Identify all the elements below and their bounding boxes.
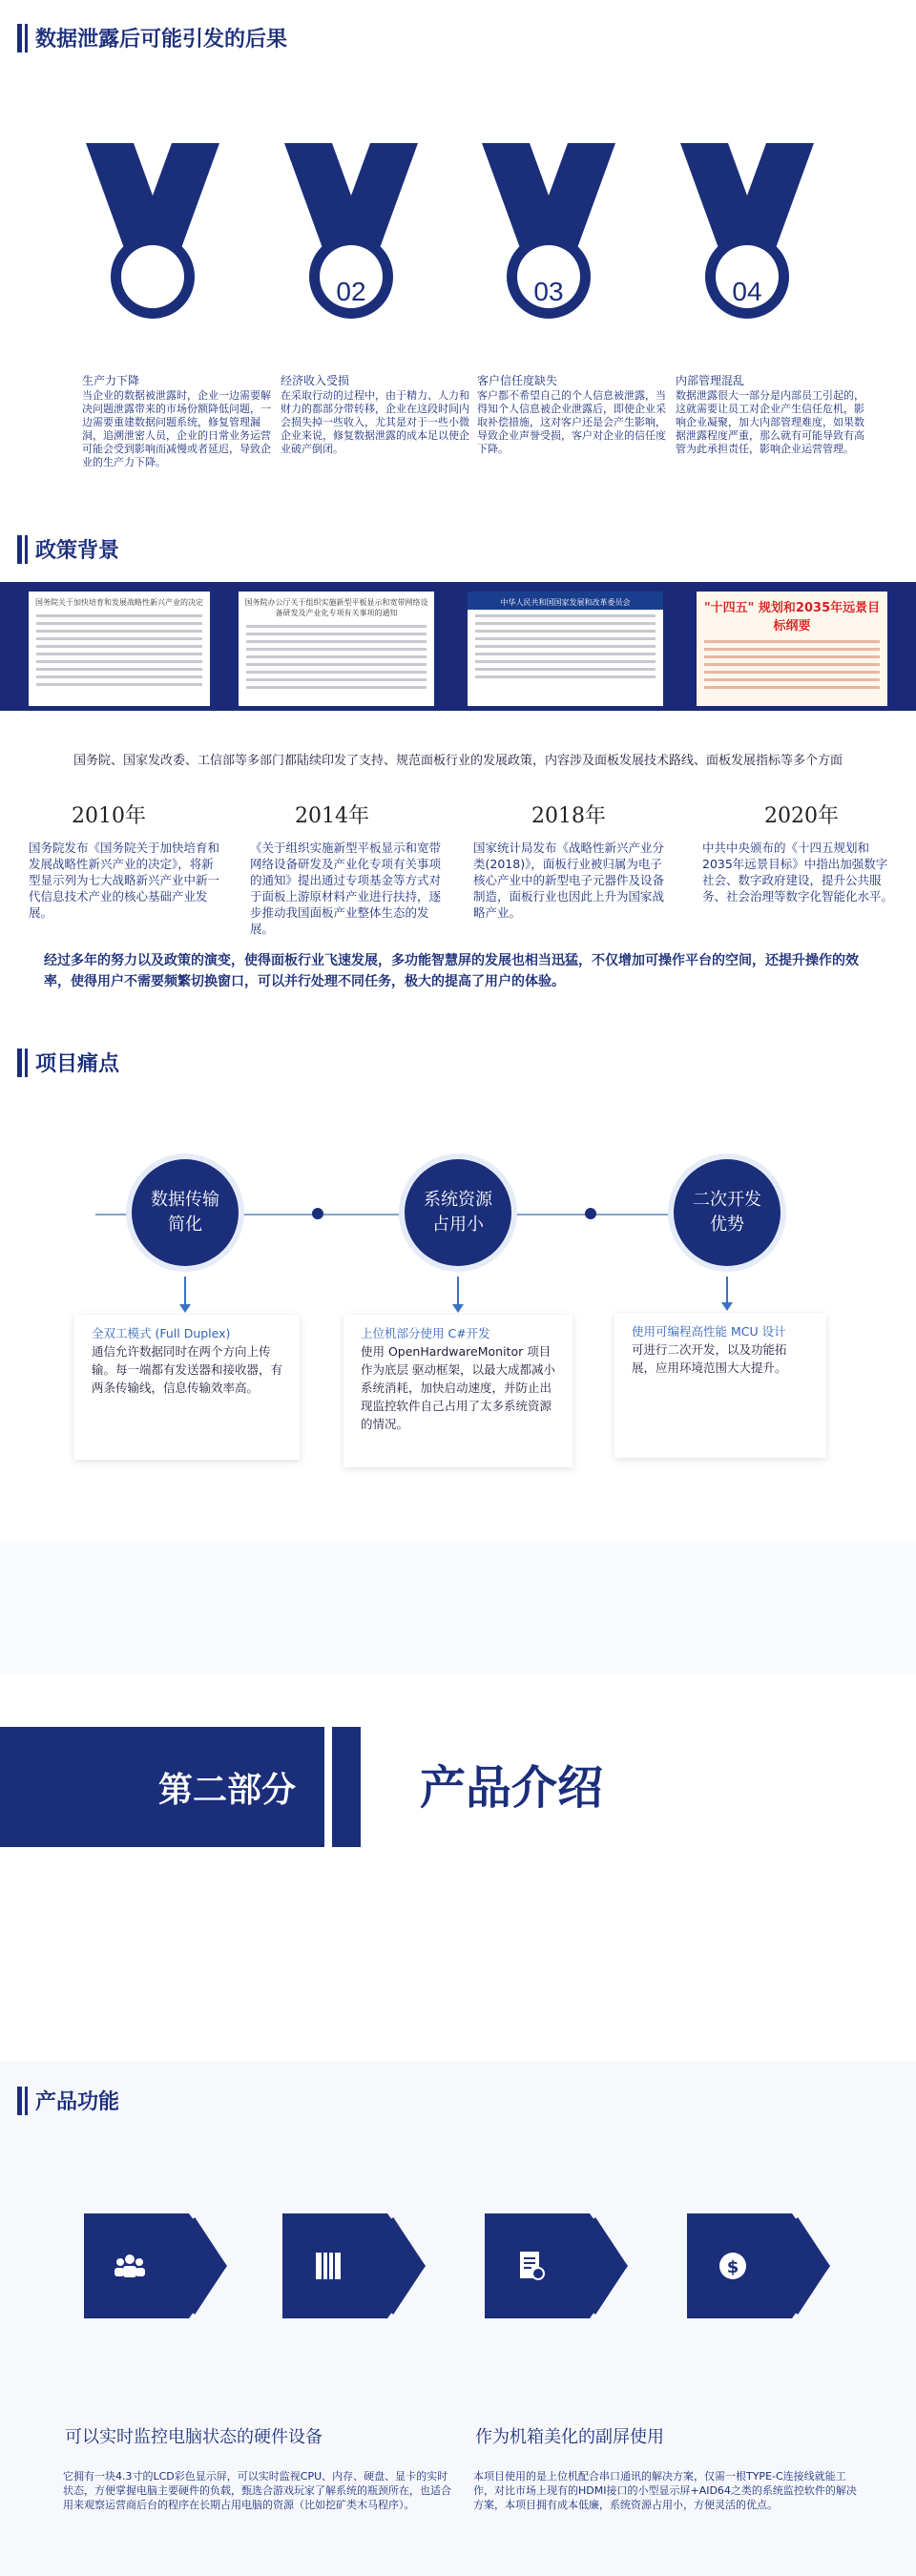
consequence-2	[281, 374, 471, 456]
chevron-shape	[687, 2213, 830, 2318]
consequence-3	[477, 374, 668, 456]
chevron-users	[84, 2213, 227, 2318]
policy-document-1	[29, 592, 210, 706]
policy-document-4	[697, 592, 887, 706]
consequence-1	[82, 374, 273, 469]
medal-number: 03	[533, 277, 564, 306]
pain-point-box-2	[344, 1315, 572, 1467]
money-icon	[716, 2249, 750, 2283]
pain-point-box-1	[74, 1315, 300, 1460]
year-2014: 2014年	[295, 804, 369, 828]
title-bar	[17, 535, 22, 564]
box-text: 使用 OpenHardwareMonitor 项目作为底层 驱动框架，以最大成都减小系统消耗，加快启动速度，并防止出现监控软件自己占用了太多系统资源的情况。	[361, 1344, 555, 1431]
year-2018: 2018年	[531, 804, 606, 828]
section-title-text: 产品功能	[35, 2090, 120, 2114]
title-bar	[17, 24, 22, 52]
document-icon	[513, 2249, 548, 2283]
consequence-title: 客户信任度缺失	[477, 374, 558, 387]
function-text: 本项目使用的是上位机配合串口通讯的解决方案，仅需一根TYPE-C连接线就能工作，对比市场上现有的HDMI接口的小型显示屏+AID64之类的系统监控软件的解决方案，本项目拥有成本低廉，系统资源占用小，方便灵活的优点。	[473, 2470, 857, 2511]
policy-summary: 经过多年的努力以及政策的演变，使得面板行业飞速发展，多功能智慧屏的发展也相当迅猛，不仅增加可操作平台的空间，还提升操作的效率，使得用户不需要频繁切换窗口，可以并行处理不同任务，极大的提高了用户的体验。	[44, 953, 859, 989]
medal-1	[81, 143, 224, 324]
document-header: 中华人民共和国国家发展和改革委员会	[468, 592, 663, 610]
part-title: 产品介绍	[420, 1761, 604, 1815]
year-text: 中共中央颁布的《十四五规划和2035年远景目标》中指出加强数字社会、数字政府建设，提升公共服务、社会治理等数字化智能化水平。	[702, 841, 894, 904]
medal-number: 04	[732, 277, 762, 306]
medal-number: 02	[336, 277, 366, 306]
circle-label: 数据传输	[151, 1190, 219, 1210]
users-icon	[113, 2249, 147, 2283]
chevron-shape	[485, 2213, 628, 2318]
function-text: 它拥有一块4.3寸的LCD彩色显示屏，可以实时监视CPU、内存、硬盘、显卡的实时状态，方便掌握电脑主要硬件的负载，甄选合游戏玩家了解系统的瓶颈所在，也适合用来观察运营商后台的程序在长期占用电脑的资源（比如挖矿类木马程序）。	[63, 2470, 451, 2511]
section-spacer	[0, 1541, 916, 1674]
function-title: 作为机箱美化的副屏使用	[475, 2427, 664, 2447]
year-text: 《关于组织实施新型平板显示和宽带网络设备研发及产业化专项有关事项的通知》提出通过专项基金等方式对于面板上游原材料产业进行扶持，逐步推动我国面板产业整体生态的发展。	[250, 841, 442, 936]
pain-point-circle-3	[674, 1159, 781, 1266]
svg-text:$: $	[726, 2257, 739, 2277]
chevron-money	[687, 2213, 830, 2318]
chevron-document	[485, 2213, 628, 2318]
section-title-product-function	[17, 2086, 119, 2115]
consequence-title: 经济收入受损	[281, 374, 350, 387]
circle-label: 简化	[168, 1215, 202, 1235]
box-title: 全双工模式 (Full Duplex)	[92, 1326, 231, 1340]
function-title: 可以实时监控电脑状态的硬件设备	[65, 2427, 323, 2447]
timeline-dot	[312, 1208, 323, 1219]
year-text: 国务院发布《国务院关于加快培育和发展战略性新兴产业的决定》，将新型显示列为七大战略新兴产业中新一代信息技术产业的核心基础产业发展。	[29, 841, 220, 920]
pain-point-circle-1	[132, 1159, 239, 1266]
circle-label: 二次开发	[693, 1190, 761, 1210]
medal-4	[676, 143, 819, 324]
circle-label: 占用小	[432, 1215, 484, 1235]
title-bar	[17, 2087, 22, 2115]
title-bar	[17, 1049, 22, 1077]
circle-label: 系统资源	[424, 1190, 492, 1210]
down-arrow-icon	[726, 1277, 728, 1303]
consequence-text: 客户都不希望自己的个人信息被泄露，当得知个人信息被企业泄露后，即使企业采取补偿措施，这对客户还是会产生影响，导致企业声誉受损，客户对企业的信任度下降。	[477, 389, 666, 455]
part-divider	[332, 1727, 361, 1847]
title-bar	[25, 535, 28, 564]
box-text: 通信允许数据同时在两个方向上传输。每一端都有发送器和接收器，有两条传输线，信息传输效率高。	[92, 1344, 283, 1395]
document-header: 国务院关于加快培育和发展战略性新兴产业的决定	[35, 598, 203, 607]
section-title-text: 项目痛点	[35, 1052, 120, 1076]
document-header: 国务院办公厅关于组织实施新型平板显示和宽带网络设备研发及产业化专项有关事项的通知	[244, 598, 428, 617]
policy-document-3	[468, 592, 663, 706]
section-title-consequences	[17, 23, 287, 52]
section-title-text: 政策背景	[35, 539, 120, 563]
chevron-server	[282, 2213, 426, 2318]
box-title: 上位机部分使用 C#开发	[361, 1326, 490, 1340]
title-bar	[25, 1049, 28, 1077]
server-icon	[311, 2249, 345, 2283]
chevron-shape	[282, 2213, 426, 2318]
medal-2	[280, 143, 423, 324]
consequence-text: 在采取行动的过程中，由于精力、人力和财力的都部分带转移，企业在这段时间内会损失掉一些收入，尤其是对于一些小微企业来说，修复数据泄露的成本足以使企业破产倒闭。	[281, 389, 469, 455]
box-text: 可进行二次开发，以及功能拓展，应用环境范围大大提升。	[632, 1342, 787, 1375]
document-header: "十四五" 规划和2035年远景目标纲要	[703, 601, 881, 634]
part-label: 第二部分	[0, 1727, 324, 1847]
down-arrow-icon	[457, 1277, 459, 1305]
down-arrow-icon	[184, 1277, 186, 1305]
consequence-title: 内部管理混乱	[676, 374, 745, 387]
section-title-pain-points	[17, 1048, 119, 1077]
title-bar	[25, 2087, 28, 2115]
year-2020: 2020年	[764, 804, 839, 828]
timeline-dot	[585, 1208, 596, 1219]
year-2010: 2010年	[72, 804, 146, 828]
medal-3	[477, 143, 620, 324]
pain-point-box-3	[614, 1313, 826, 1458]
circle-label: 优势	[710, 1215, 744, 1235]
consequence-title: 生产力下降	[82, 374, 140, 387]
pain-point-circle-2	[405, 1159, 511, 1266]
box-title: 使用可编程高性能 MCU 设计	[632, 1324, 786, 1339]
title-bar	[25, 24, 28, 52]
consequence-text: 数据泄露很大一部分是内部员工引起的，这就需要让员工对企业产生信任危机，影响企业凝聚，加大内部管理难度，如果数据泄露程度严重，那么就有可能导致有高管为此承担责任，影响企业运营管理。	[676, 389, 864, 455]
consequence-text: 当企业的数据被泄露时，企业一边需要解决问题泄露带来的市场份额降低问题，一边需要重建数据问题系统，修复管理漏洞，追溯泄密人员，企业的日常业务运营可能会受到影响而减慢或者延迟，导致企业的生产力下降。	[82, 389, 271, 468]
policy-caption: 国务院、国家发改委、工信部等多部门都陆续印发了支持、规范面板行业的发展政策，内容涉及面板发展技术路线、面板发展指标等多个方面	[73, 754, 843, 768]
section-title-text: 数据泄露后可能引发的后果	[35, 28, 288, 52]
medal-icon	[81, 143, 224, 324]
consequence-4	[676, 374, 866, 456]
section-title-policy	[17, 534, 119, 564]
policy-document-2	[239, 592, 434, 706]
chevron-shape	[84, 2213, 227, 2318]
year-text: 国家统计局发布《战略性新兴产业分类(2018)》，面板行业被归属为电子核心产业中的新型电子元器件及设备制造，面板行业也因此上升为国家战略产业。	[473, 841, 665, 920]
